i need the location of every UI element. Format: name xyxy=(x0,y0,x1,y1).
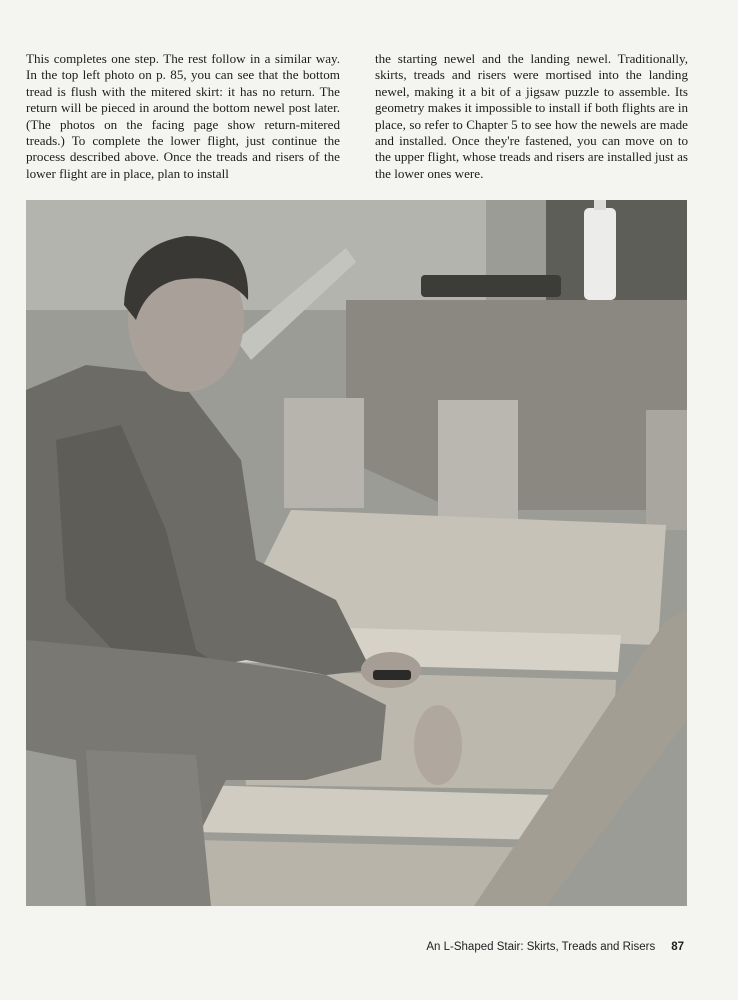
bottle xyxy=(584,208,616,300)
body-text-right-column: the starting newel and the landing newel. Traditionally, skirts, treads and risers were mortised into the landing newel, making it a bit of a jigsaw puzzle to assemble. Its geometry makes it impossible to install if both flights are in place, so refer to Chapter 5 to see how the newels are made and installed. Once they're fastened, you can move on to the upper flight, whose treads and risers are installed just as the lower ones were. xyxy=(375,51,688,181)
stair-photo xyxy=(26,200,687,906)
body-text-left-column: This completes one step. The rest follow in a similar way. In the top left photo on p. 85, you can see that the bottom tread is flush with the mitered skirt: it has no return. The return will be pieced in around the bottom newel post later. (The photos on the facing page show return-mitered treads.) To complete the lower flight, just continue the process described above. Once the treads and risers of the lower flight are in place, plan to install xyxy=(26,51,340,181)
hand xyxy=(414,705,462,785)
watch xyxy=(373,670,411,680)
shin xyxy=(86,750,211,906)
page-footer xyxy=(426,941,684,953)
page-number: 87 xyxy=(671,941,684,953)
running-title: An L-Shaped Stair: Skirts, Treads and Risers xyxy=(426,941,656,953)
